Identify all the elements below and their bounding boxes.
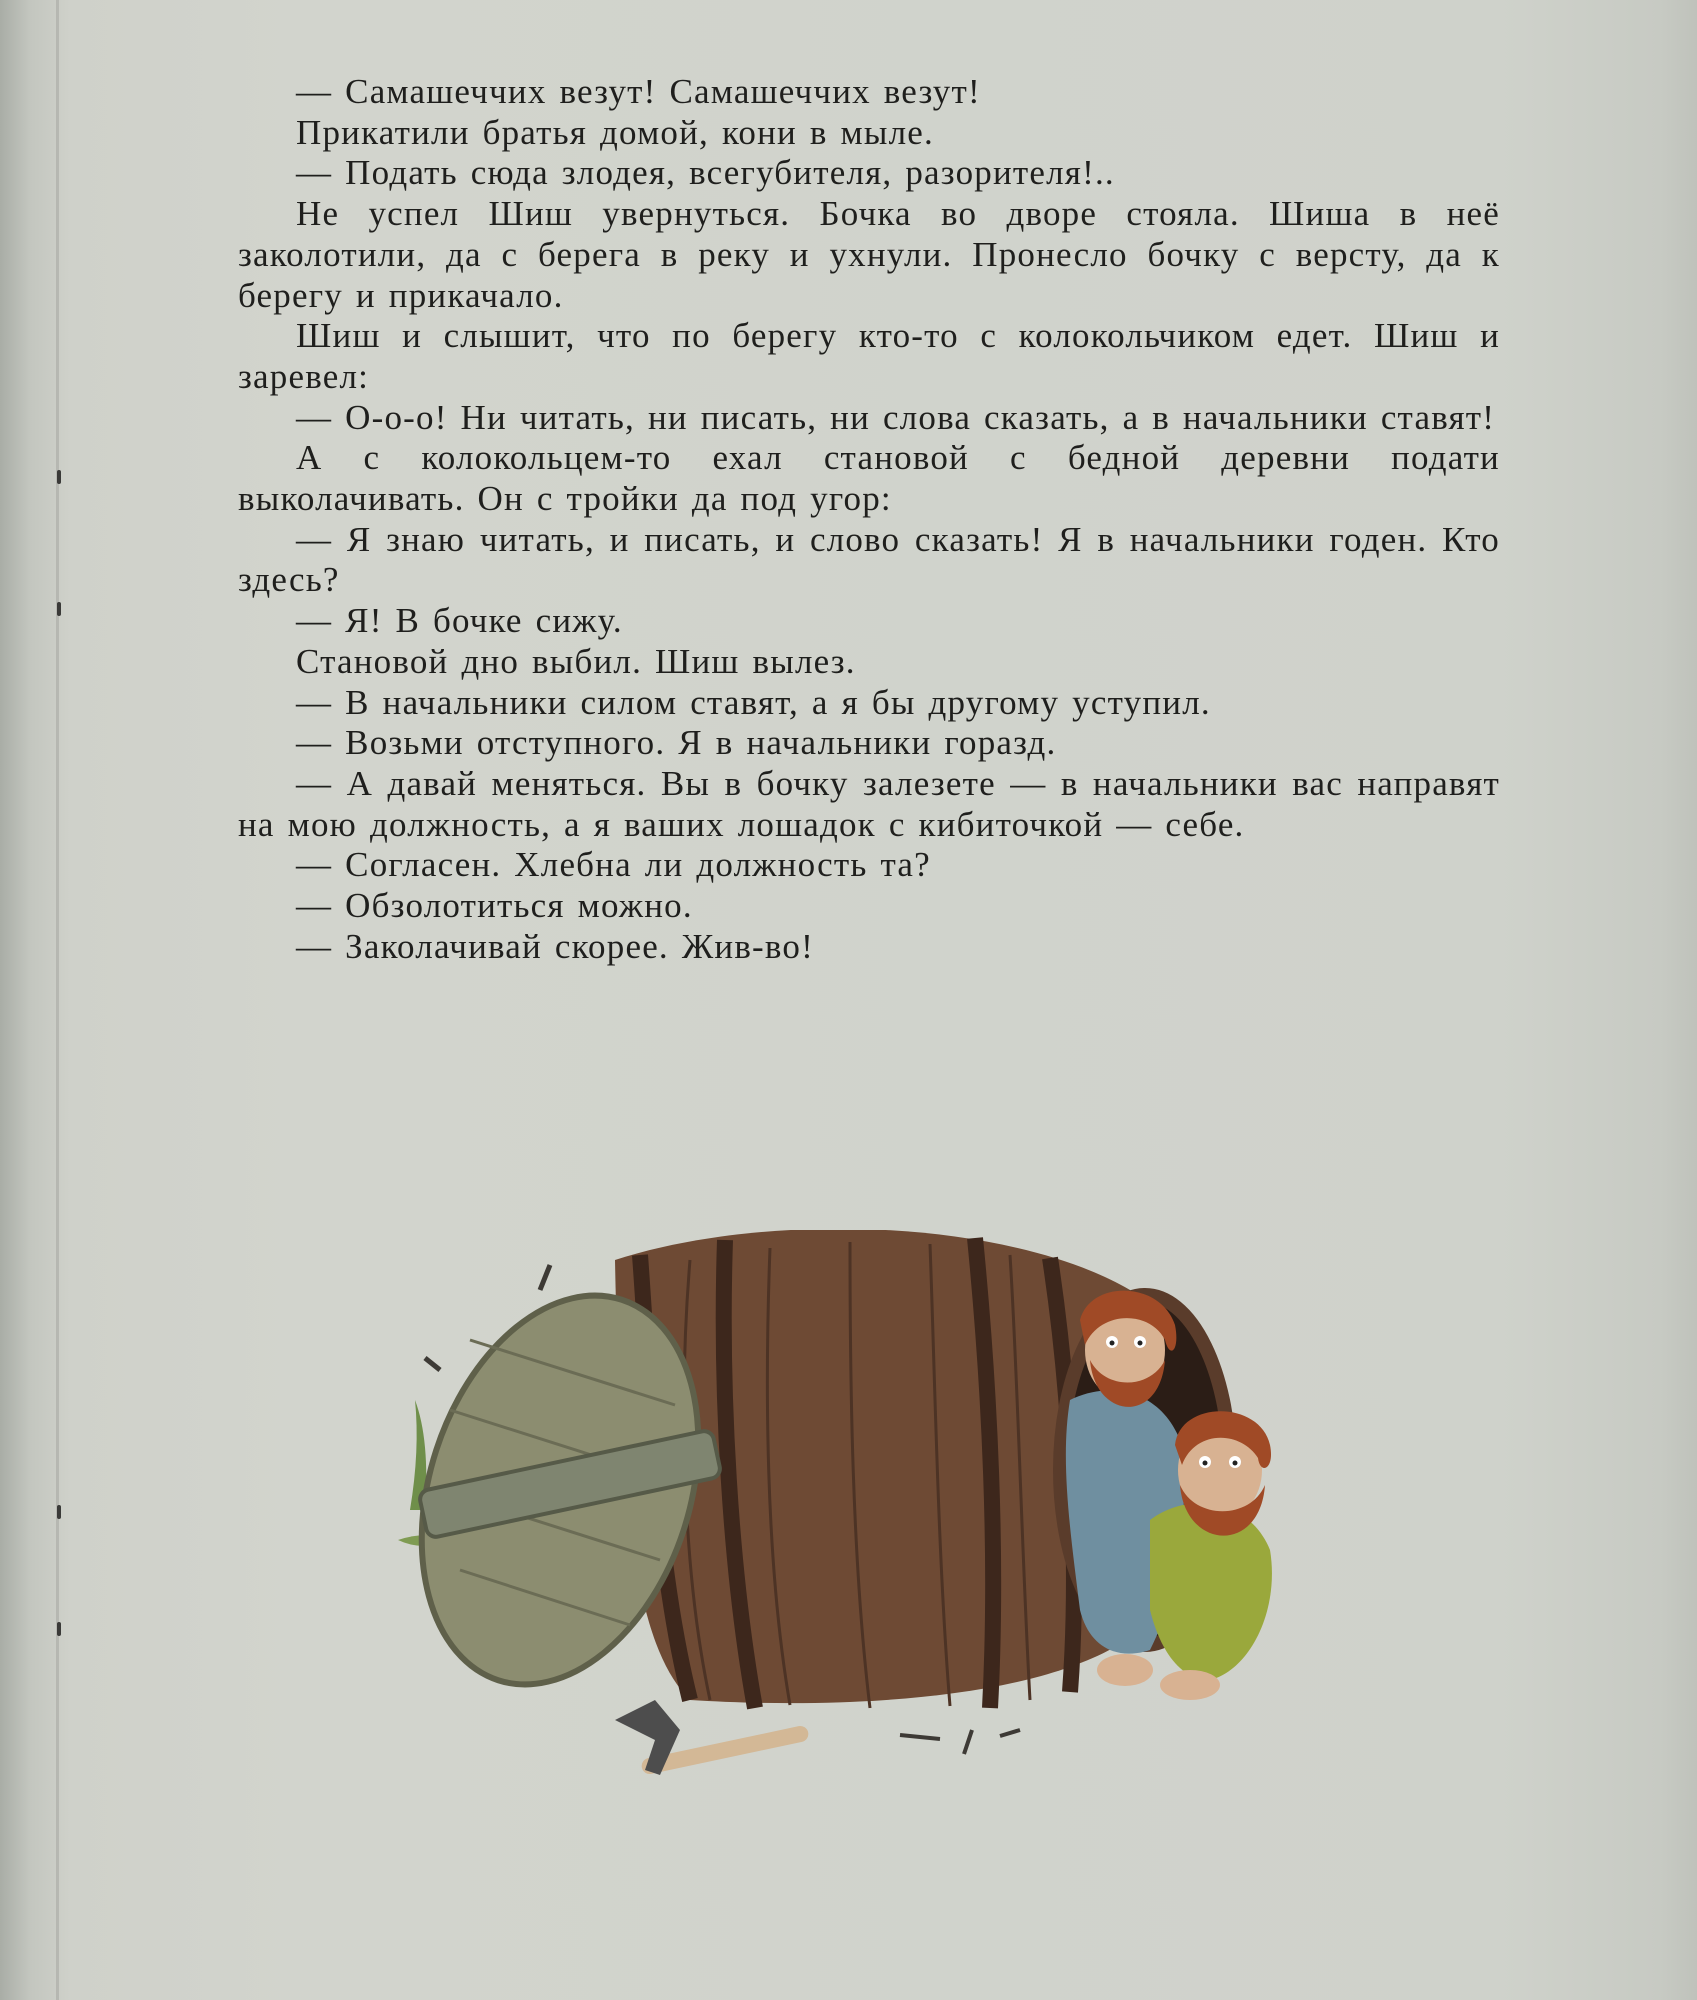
binding-stitch: [57, 1505, 61, 1519]
story-text: [238, 72, 1500, 967]
barrel-illustration: [390, 1230, 1350, 1810]
paragraph: — Заколачивай скорее. Жив-во!: [296, 926, 814, 966]
paragraph: Прикатили братья домой, кони в мыле.: [296, 112, 934, 152]
paragraph: Шиш и слышит, что по берегу кто-то с колокольчиком едет. Шиш и заревел:: [238, 316, 1500, 396]
binding-stitch: [57, 1622, 61, 1636]
paragraph: Не успел Шиш увернуться. Бочка во дворе стояла. Шиша в неё заколотили, да с берега в реку и ухнули. Пронесло бочку с версту, да к берегу и прикачало.: [238, 194, 1500, 315]
hammer-icon: [615, 1700, 810, 1775]
paragraph: — В начальники силом ставят, а я бы другому уступил.: [296, 682, 1211, 722]
page-gutter: [56, 0, 59, 2000]
paragraph: Становой дно выбил. Шиш вылез.: [296, 641, 856, 681]
paragraph: А с колокольцем-то ехал становой с бедной деревни подати выколачивать. Он с тройки да под угор:: [238, 438, 1500, 519]
paragraph: — Я знаю читать, и писать, и слово сказать! Я в начальники годен. Кто здесь?: [238, 519, 1500, 600]
binding-stitch: [57, 470, 61, 484]
paragraph: — Обзолотиться можно.: [296, 886, 693, 926]
binding-stitch: [57, 602, 61, 616]
paragraph: — А давай меняться. Вы в бочку залезете — в начальники вас направят на мою должность, а я ваших лошадок с кибиточкой — себе.: [238, 763, 1500, 844]
paragraph: — Я! В бочке сижу.: [296, 601, 623, 641]
nails: [900, 1730, 1020, 1754]
paragraph: — О-о-о! Ни читать, ни писать, ни слова сказать, а в начальники ставят!: [296, 397, 1496, 437]
paragraph: — Подать сюда злодея, всегубителя, разорителя!..: [296, 153, 1115, 193]
paragraph: — Самашеччих везут! Самашеччих везут!: [296, 72, 981, 111]
paragraph: — Согласен. Хлебна ли должность та?: [296, 845, 931, 885]
paragraph: — Возьми отступного. Я в начальники горазд.: [296, 723, 1057, 763]
